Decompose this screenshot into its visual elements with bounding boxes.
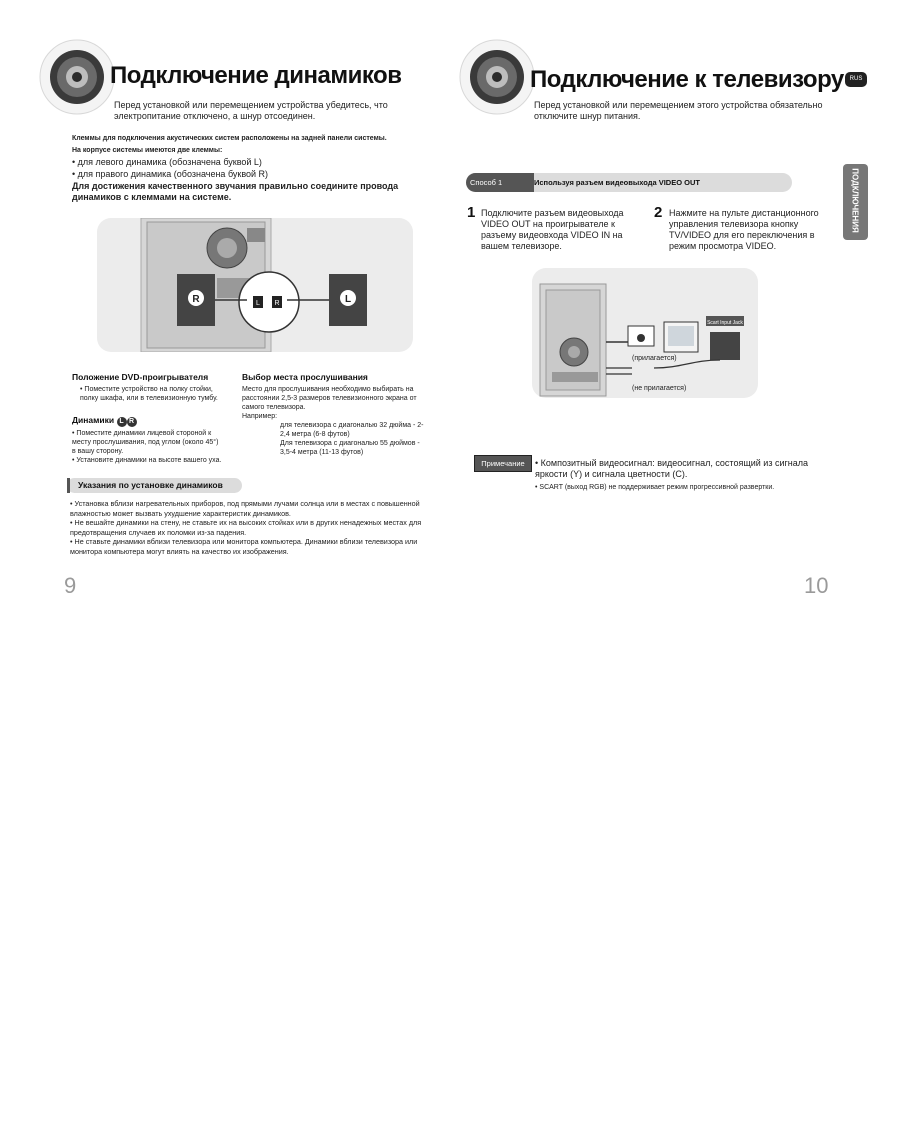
listening-heading: Выбор места прослушивания	[242, 372, 368, 382]
dvd-position-text: • Поместите устройство на полку стойки, полку шкафа, или в телевизионную тумбу.	[80, 386, 218, 402]
notes-heading: Указания по установке динамиков	[67, 478, 242, 493]
lang-badge: RUS	[845, 72, 867, 87]
step-2-number: 2	[654, 204, 663, 221]
method-bar	[466, 173, 792, 192]
terminal-l-label: L	[256, 300, 260, 307]
speakers-item-1: • Поместите динамики лицевой стороной к месту прослушивания, под углом (около 45°) в вашу сторону.	[72, 430, 219, 455]
speaker-connection-diagram	[97, 218, 413, 352]
right-page-logo	[458, 38, 536, 116]
step-2-text: Нажмите на пульте дистанционного управления телевизора кнопку TV/VIDEO для его переключения в режим просмотра VIDEO.	[669, 208, 819, 251]
speakers-item-2: • Установите динамики на высоте вашего уха.	[72, 457, 222, 464]
note-item-2: • Не вешайте динамики на стену, не ставьте их на высоких стойках или в других ненадежных местах для предотвращения случаев их поломки из-за падения.	[70, 518, 422, 537]
listening-example-2: Для телевизора с диагональю 55 дюймов - 3,5-4 метра (11-13 футов)	[280, 440, 420, 456]
speaker-r-badge: R	[127, 417, 137, 427]
left-page-title: Подключение динамиков	[110, 62, 402, 89]
intro-item-1: • для левого динамика (обозначена буквой L)	[72, 157, 262, 167]
listening-section	[242, 372, 428, 457]
speakers-section	[72, 414, 222, 465]
note-item-3: • Не ставьте динамики вблизи телевизора или монитора компьютера. Динамики вблизи телевизора или монитора компьютера могут влиять на качество их изображения.	[70, 537, 418, 556]
label-not-included: (не прилагается)	[632, 385, 687, 392]
intro-bold: Клеммы для подключения акустических систем расположены на задней панели системы.	[72, 135, 387, 142]
notes-heading-bar	[67, 478, 242, 493]
dvd-position-section	[72, 372, 232, 403]
listening-example-1: для телевизора с диагональю 32 дюйма - 2-2,4 метра (6-8 футов)	[280, 422, 424, 438]
tv-connection-diagram	[532, 268, 758, 398]
speakers-heading: Динамики	[72, 415, 115, 425]
notes-list	[70, 499, 425, 556]
step-1-text: Подключите разъем видеовыхода VIDEO OUT на проигрывателе к разъему видеовхода VIDEO IN на вашем телевизоре.	[481, 208, 624, 251]
note-item-composite: • Композитный видеосигнал: видеосигнал, состоящий из сигнала яркости (Y) и сигнала цветности (C).	[535, 458, 808, 479]
speaker-r-label: R	[192, 294, 200, 305]
intro-note: Для достижения качественного звучания правильно соедините провода динамиков с клеммами на системе.	[72, 181, 399, 202]
speaker-l-label: L	[344, 294, 352, 305]
left-page-logo	[38, 38, 116, 116]
speaker-l-badge: L	[117, 417, 127, 427]
intro-item-2: • для правого динамика (обозначена буквой R)	[72, 169, 269, 179]
note-tag: Примечание	[474, 455, 532, 472]
right-page-subtitle: Перед установкой или перемещением этого устройства обязательно отключите шнур питания.	[534, 100, 823, 121]
listening-example-label: Например:	[242, 413, 278, 420]
note-item-1: • Установка вблизи нагревательных приборов, под прямыми лучами солнца или в местах с повышенной влажностью может вызвать ухудшение характеристик динамиков.	[70, 499, 420, 518]
intro-bold2: На корпусе системы имеются две клеммы:	[72, 147, 223, 154]
note-item-scart: • SCART (выход RGB) не поддерживает режим прогрессивной развертки.	[535, 484, 775, 491]
dvd-position-heading: Положение DVD-проигрывателя	[72, 372, 209, 382]
right-page-title: Подключение к телевизору	[530, 66, 844, 93]
label-included: (прилагается)	[632, 355, 677, 362]
terminal-r-label: R	[274, 300, 280, 307]
method-text: Используя разъем видеовыхода VIDEO OUT	[534, 178, 700, 187]
left-page-number: 9	[64, 573, 77, 598]
scart-label: Scart Input Jack	[707, 320, 743, 326]
step-1-number: 1	[467, 204, 476, 221]
right-page-number: 10	[804, 573, 829, 598]
left-page-subtitle: Перед установкой или перемещением устройства убедитесь, что электропитание отключено, а шнур отсоединен.	[114, 100, 388, 121]
method-tag: Способ 1	[466, 173, 534, 192]
listening-text: Место для прослушивания необходимо выбирать на расстоянии 2,5-3 размеров телевизионного экрана от самого телевизора.	[242, 386, 417, 411]
side-tab: ПОДКЛЮЧЕНИЯ	[843, 164, 868, 240]
